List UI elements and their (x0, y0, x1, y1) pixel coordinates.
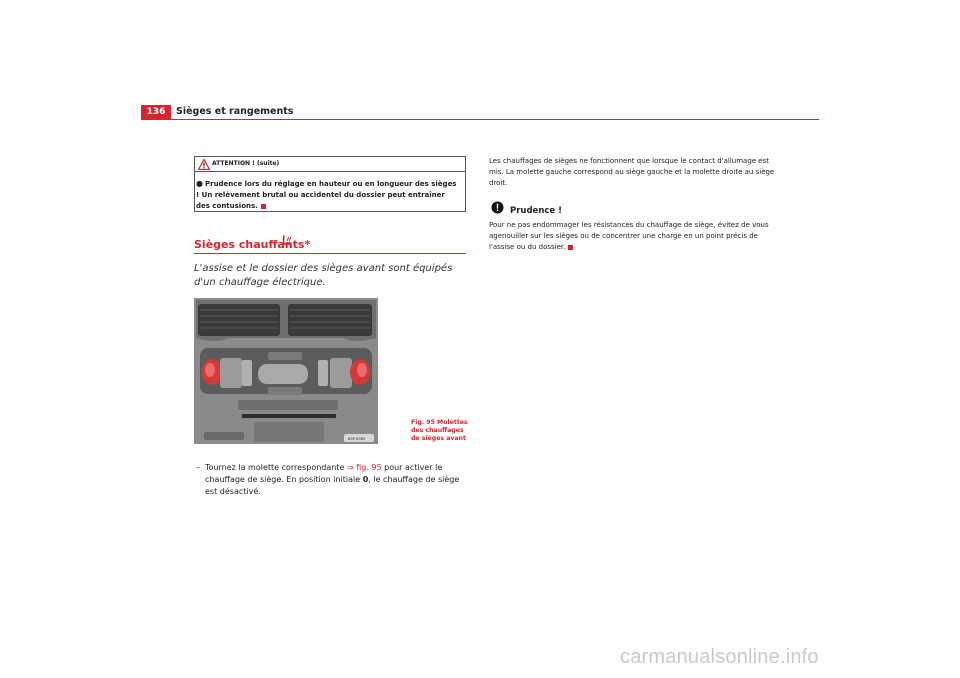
figure-code: B5P-0085 (348, 437, 366, 441)
caution-icon (491, 201, 504, 214)
right-heating-dial (350, 359, 370, 385)
end-mark-icon (261, 204, 266, 209)
warning-body-text: Prudence lors du réglage en hauteur ou en longueur des sièges ! Un relèvement brutal ou accidentel du dossier peut entraîner des contusions. (196, 180, 457, 210)
warning-title: ATTENTION ! (suite) (212, 160, 280, 167)
figure-reference-link[interactable]: ⇒ fig. 95 (346, 463, 382, 472)
instruction-position-zero: 0 (362, 475, 369, 484)
figure-caption: Fig. 95 Molettes des chauffages de sièges avant (411, 419, 468, 442)
watermark-text: carmanualsonline.info (620, 646, 819, 668)
left-vent (198, 304, 280, 336)
page-header-title: Sièges et rangements (176, 106, 294, 117)
instruction-text (205, 462, 472, 498)
dash-bullet: – (196, 463, 200, 472)
heated-seat-icon (281, 235, 293, 249)
end-mark-icon (568, 245, 573, 250)
caution-body-text: Pour ne pas endommager les résistances du chauffage de siège, évitez de vous agenouiller sur les sièges ou de concentrer une charge en un point précis de l'assise ou du dossier. (489, 221, 769, 251)
instruction-part1: Tournez la molette correspondante (205, 463, 347, 472)
right-paragraph: Les chauffages de sièges ne fonctionnent que lorsque le contact d'allumage est mis. La molette gauche correspond au siège gauche et la molette droite au siège droit. (489, 157, 775, 187)
left-heating-dial (202, 359, 222, 385)
seat-heating-dials-figure (194, 298, 378, 444)
instruction-item (196, 462, 472, 498)
warning-body (196, 178, 461, 212)
caution-body (489, 220, 779, 253)
right-vent (288, 304, 372, 336)
bullet-icon: ● (196, 179, 203, 188)
section-rule (194, 253, 466, 254)
instruction-part2: pour activer le chauffage de siège. En position initiale (205, 463, 443, 484)
warning-triangle-icon (198, 159, 210, 170)
page-number: 136 (141, 105, 171, 119)
instruction-part3: , le chauffage de siège est désactivé. (205, 475, 460, 496)
caution-title: Prudence ! (510, 206, 563, 216)
section-title: Sièges chauffants* (194, 238, 311, 251)
header-rule (141, 119, 819, 120)
section-lead: L'assise et le dossier des sièges avant sont équipés d'un chauffage électrique. (194, 263, 453, 288)
